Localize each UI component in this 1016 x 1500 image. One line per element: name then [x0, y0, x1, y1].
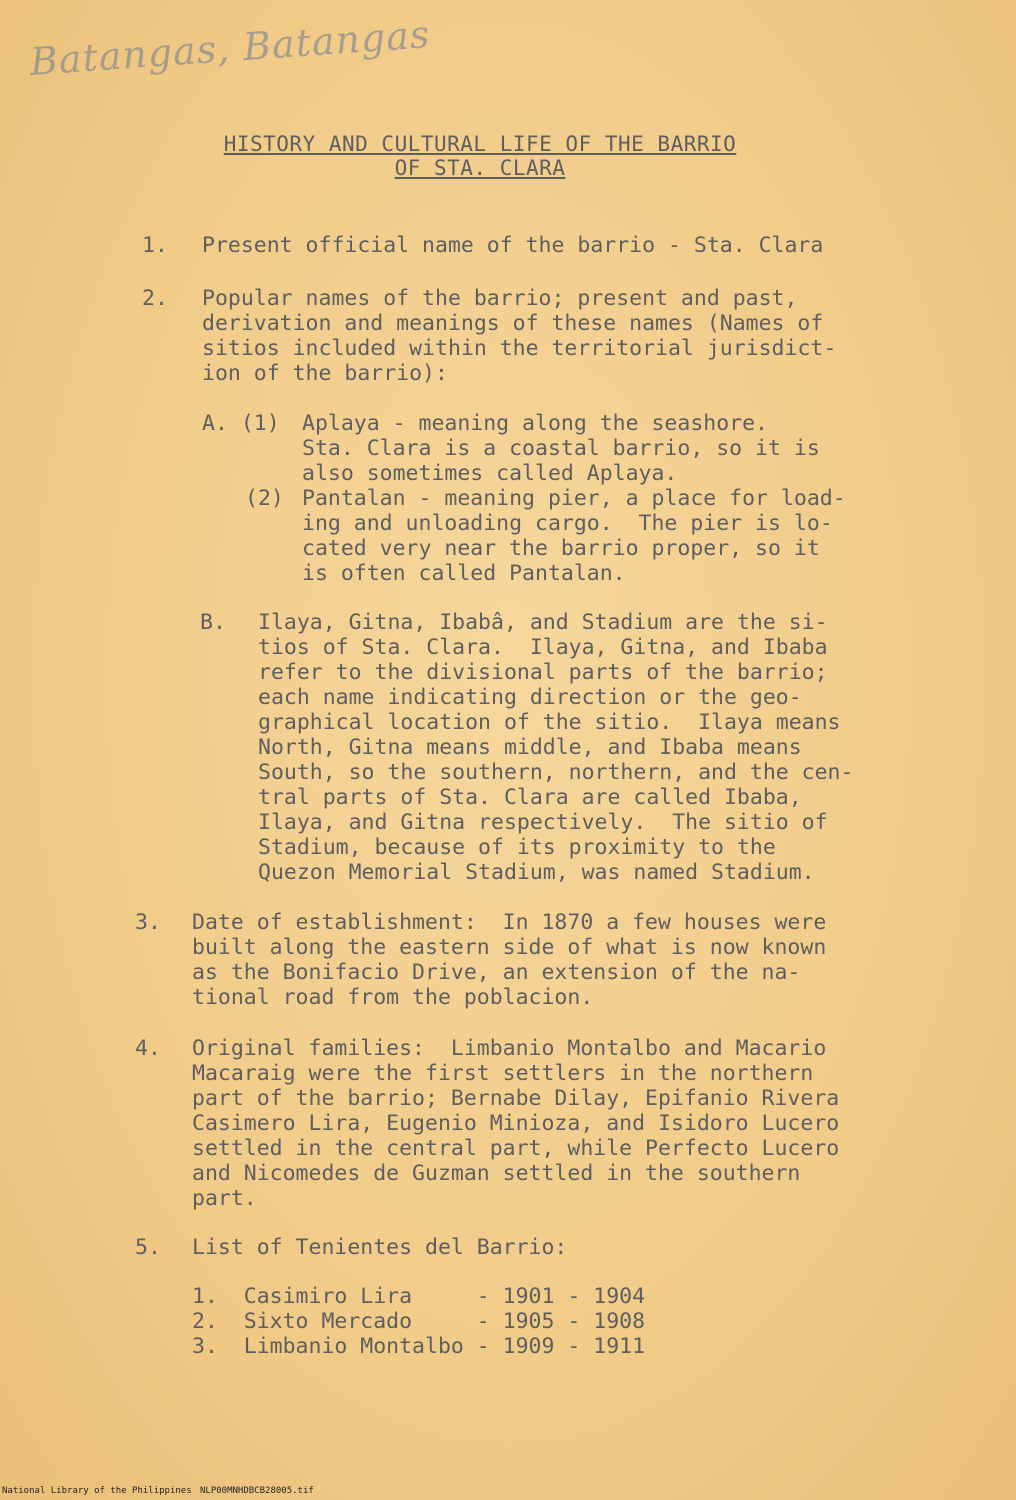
title-line-2: OF STA. CLARA	[394, 156, 566, 180]
item-text-line: Original families: Limbanio Montalbo and Macario	[192, 1036, 827, 1061]
sub-text-line: also sometimes called Aplaya.	[302, 461, 678, 486]
item-text-line: sitios included within the territorial jurisdict-	[202, 336, 837, 361]
item-text-line: ion of the barrio):	[202, 361, 448, 386]
sub-text-line: cated very near the barrio proper, so it	[302, 536, 820, 561]
sub-text-line: Pantalan - meaning pier, a place for load-	[302, 486, 846, 511]
item-text-line: part of the barrio; Bernabe Dilay, Epifanio Rivera	[192, 1086, 840, 1111]
item-number: 4.	[135, 1036, 161, 1061]
sub-text-line: tral parts of Sta. Clara are called Ibaba,	[258, 785, 802, 810]
sub-text-line: South, so the southern, northern, and the cen-	[258, 760, 854, 785]
item-number: 2.	[142, 286, 168, 311]
sub-text-line: Ilaya, Gitna, Ibabâ, and Stadium are the si-	[258, 610, 828, 635]
item-text-line: Popular names of the barrio; present and past,	[202, 286, 798, 311]
sub-text-line: is often called Pantalan.	[302, 561, 626, 586]
teniente-row: 2. Sixto Mercado - 1905 - 1908	[192, 1309, 646, 1334]
item-number: 1.	[142, 233, 168, 258]
item-text-line: Casimero Lira, Eugenio Minioza, and Isidoro Lucero	[192, 1111, 840, 1136]
item-text: List of Tenientes del Barrio:	[192, 1235, 568, 1260]
sub-text-line: Aplaya - meaning along the seashore.	[302, 411, 768, 436]
sub-label: (2)	[245, 486, 284, 511]
item-text-line: Macaraig were the first settlers in the northern	[192, 1061, 814, 1086]
sub-text-line: Stadium, because of its proximity to the	[258, 835, 776, 860]
sub-text-line: graphical location of the sitio. Ilaya means	[258, 710, 841, 735]
sub-text-line: ing and unloading cargo. The pier is lo-	[302, 511, 833, 536]
item-text-line: as the Bonifacio Drive, an extension of the na-	[192, 960, 801, 985]
item-text-line: settled in the central part, while Perfecto Lucero	[192, 1136, 840, 1161]
item-number: 5.	[135, 1235, 161, 1260]
sub-label: B.	[200, 610, 226, 635]
sub-text-line: Quezon Memorial Stadium, was named Stadium.	[258, 860, 815, 885]
sub-label: A. (1)	[202, 411, 280, 436]
footer-filename: NLP00MNHDBCB28005.tif	[200, 1486, 314, 1496]
item-text-line: Date of establishment: In 1870 a few houses were	[192, 910, 827, 935]
item-text-line: part.	[192, 1186, 257, 1211]
item-text-line: tional road from the poblacion.	[192, 985, 594, 1010]
teniente-row: 1. Casimiro Lira - 1901 - 1904	[192, 1284, 646, 1309]
item-text-line: built along the eastern side of what is now known	[192, 935, 827, 960]
sub-text-line: Sta. Clara is a coastal barrio, so it is	[302, 436, 820, 461]
item-text: Present official name of the barrio - Sta. Clara	[202, 233, 824, 258]
sub-text-line: North, Gitna means middle, and Ibaba means	[258, 735, 802, 760]
item-number: 3.	[135, 910, 161, 935]
sub-text-line: each name indicating direction or the geo-	[258, 685, 802, 710]
item-text-line: derivation and meanings of these names (Names of	[202, 311, 824, 336]
sub-text-line: refer to the divisional parts of the barrio;	[258, 660, 828, 685]
teniente-row: 3. Limbanio Montalbo - 1909 - 1911	[192, 1334, 646, 1359]
handwritten-note: Batangas, Batangas	[28, 12, 432, 84]
sub-text-line: tios of Sta. Clara. Ilaya, Gitna, and Ibaba	[258, 635, 828, 660]
item-text-line: and Nicomedes de Guzman settled in the southern	[192, 1161, 801, 1186]
footer-library: National Library of the Philippines	[2, 1486, 192, 1496]
title-line-1: HISTORY AND CULTURAL LIFE OF THE BARRIO	[223, 132, 737, 156]
sub-text-line: Ilaya, and Gitna respectively. The sitio of	[258, 810, 828, 835]
